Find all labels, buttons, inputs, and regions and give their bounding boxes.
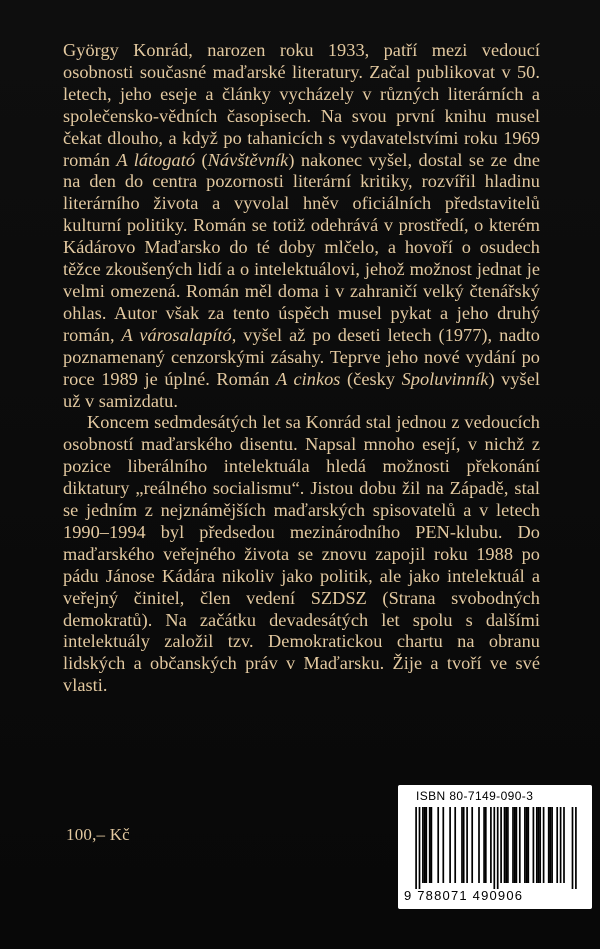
blurb-paragraph-2: Koncem sedmdesátých let sa Konrád stal jednou z vedoucích osobností maďarského disentu. Napsal mnoho esejí, v nichž z pozice liberálního intelektuála hledá možnosti překonání diktatury „reálného socialismu“. Jistou dobu žil na Západě, stal se jedním z nejznámějších maďarských spisovatelů a v letech 1990–1994 byl předsedou mezinárodního PEN-klubu. Do maďarského veřejného života se znovu zapojil roku 1988 po pádu Jánose Kádára nikoliv jako politik, ale jako intelektuál a veřejný činitel, člen vedení SZDSZ (Strana svobodných demokratů). Na začátku devadesátých let spolu s dalšími intelektuály založil tzv. Demokratickou chartu na obranu lidských a občanských práv v Maďarsku. Žije a tvoří ve své vlasti. (63, 412, 540, 696)
blurb-text-run: György Konrád, narozen roku 1933, patří mezi vedoucí osobnosti současné maďarské literatury. Začal publikovat v 50. letech, jeho eseje a články vycházely v různých literárních a společensko-vědních časopisech. Na svou první knihu musel čekat dlouho, a když po tahanicích s vydavatelstvími roku 1969 román (63, 40, 540, 170)
barcode-bar (419, 807, 421, 889)
blurb-text-run: , vyšel až po deseti letech (1977), nadto poznamenaný cenzorskými zásahy. Teprve jeho nové vydání po roce 1989 je úplné. Román (63, 324, 540, 389)
barcode-bar (424, 807, 426, 883)
blurb-text-run: ) nakonec vyšel, dostal se ze dne na den do centra pozornosti literární kritiky, rozvířil hladinu literárního života a vyvolal hněv oficiálních představitelů kulturní politiky. Román se totiž odehrává v prostředí, o kterém Kádárovo Maďarsko do té doby mlčelo, a hovoří o osudech těžce zkoušených lidí a o intelektuálovi, jehož možnost jednat je velmi omezená. Román měl doma i v zahraničí velký čtenářský ohlas. Autor však za tento úspěch musel pykat a jeho druhý román, (63, 149, 540, 345)
barcode-bar (442, 807, 444, 883)
barcode-bar (505, 807, 507, 883)
barcode-bar (526, 807, 528, 883)
barcode-bar (478, 807, 480, 883)
barcode-bar (527, 807, 529, 883)
barcode-bar (504, 807, 506, 883)
barcode-bar (461, 807, 463, 883)
barcode-bar (485, 807, 487, 883)
barcode-bar (548, 807, 550, 883)
book-title-a-cinkos: A cinkos (276, 368, 341, 389)
barcode-bar (563, 807, 565, 883)
barcode-bar (507, 807, 509, 883)
barcode-bar (454, 807, 456, 883)
barcode-bar (514, 807, 516, 883)
barcode-bar (533, 807, 535, 883)
barcode-bars (410, 807, 582, 889)
barcode-bar (497, 807, 499, 889)
barcode-bar (538, 807, 540, 883)
barcode-bar (536, 807, 538, 883)
price-label: 100,– Kč (66, 825, 130, 844)
barcode-bar (471, 807, 473, 883)
barcode-digits: 9 788071 490906 (404, 888, 524, 903)
isbn-barcode (398, 785, 592, 909)
barcode-bar (449, 807, 451, 883)
barcode-bar (500, 807, 502, 883)
barcode-bar (431, 807, 433, 883)
barcode-bar (415, 807, 417, 889)
barcode-bar (493, 807, 495, 889)
barcode-bar (516, 807, 518, 883)
blurb-text-run: ) vyšel už v samizdatu. (63, 368, 540, 411)
barcode-bar (466, 807, 468, 883)
isbn-label: ISBN 80-7149-090-3 (416, 789, 534, 803)
book-title-a-varosalapito: A városalapító (121, 324, 232, 345)
barcode-bar (556, 807, 558, 883)
barcode-bar (519, 807, 521, 883)
barcode-bar (575, 807, 577, 889)
barcode-bar (437, 807, 439, 883)
barcode-bar (490, 807, 492, 883)
barcode-bar (463, 807, 465, 883)
barcode-bar (539, 807, 541, 883)
barcode-bar (551, 807, 553, 883)
barcode-bar (560, 807, 562, 883)
barcode-bar (543, 807, 545, 883)
blurb-text (63, 40, 540, 697)
blurb-paragraph-1 (63, 40, 540, 412)
barcode-bar (524, 807, 526, 883)
blurb-text-run: ( (195, 149, 208, 170)
barcode-bar (512, 807, 514, 883)
barcode-bar (550, 807, 552, 883)
book-title-spoluvinnik: Spoluvinník (401, 368, 489, 389)
barcode-bar (425, 807, 427, 883)
barcode-bar (483, 807, 485, 883)
book-title-navstevnik: Návštěvník (207, 149, 289, 170)
barcode-bar (422, 807, 424, 883)
book-title-a-latogato: A látogató (116, 149, 196, 170)
blurb-text-run: (česky (340, 368, 402, 389)
barcode-bar (572, 807, 574, 889)
barcode-bar (429, 807, 431, 883)
